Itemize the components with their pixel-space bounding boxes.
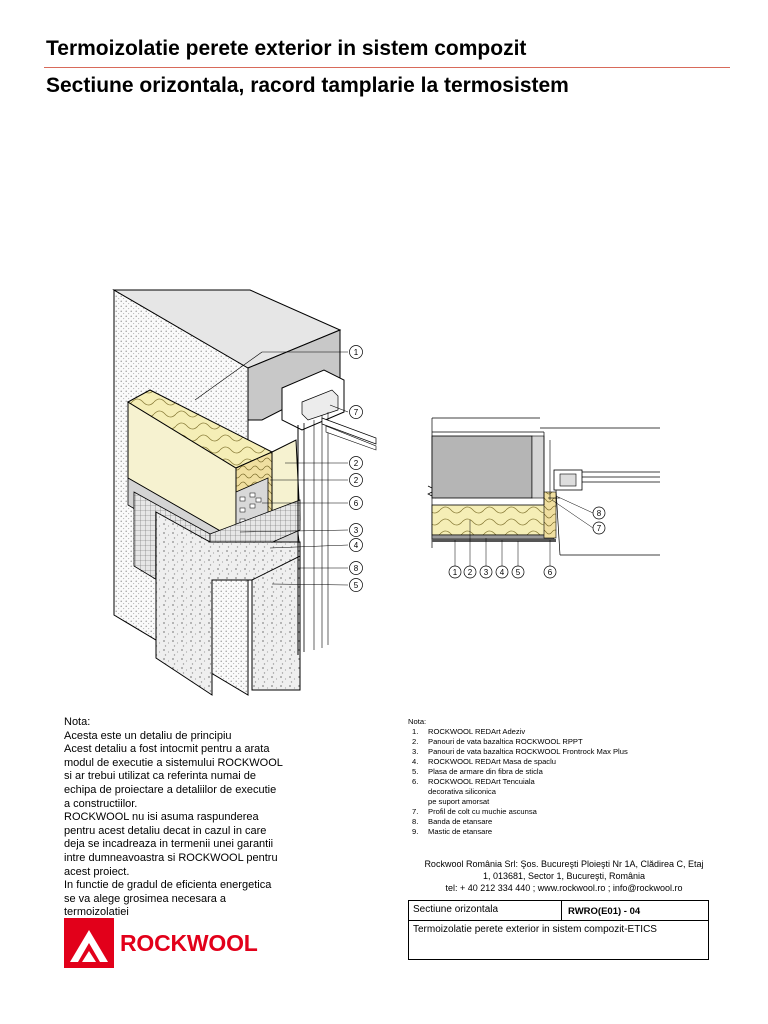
section-callout-8 [593, 507, 605, 519]
iso-callout-5 [350, 579, 363, 592]
iso-callout-1 [350, 346, 363, 359]
svg-text:2: 2 [353, 459, 359, 468]
section-callout-5 [512, 566, 524, 578]
iso-callout-2a [350, 457, 363, 470]
legend-item: 2. Panouri de vata bazaltica ROCKWOOL RPPT [412, 737, 583, 746]
svg-text:6: 6 [353, 499, 359, 508]
note-line: se va alege grosimea necesara a [64, 892, 227, 905]
iso-callout-4 [350, 539, 363, 552]
legend-item: 5. Plasa de armare din fibra de sticla [412, 767, 543, 776]
iso-callout-3 [350, 524, 363, 537]
section-callout-6 [544, 566, 556, 578]
svg-text:3: 3 [353, 526, 359, 535]
section-callout-2 [464, 566, 476, 578]
note-line: a constructiilor. [64, 797, 138, 810]
note-line: Acest detaliu a fost intocmit pentru a arata [64, 743, 270, 756]
svg-text:7: 7 [353, 408, 359, 417]
svg-text:6: 6 [547, 568, 553, 577]
section-callout-1 [449, 566, 461, 578]
svg-text:4: 4 [499, 568, 505, 577]
svg-text:1: 1 [353, 348, 359, 357]
legend-item-continuation: decorativa siliconica [428, 787, 496, 796]
legend-item-continuation: pe suport amorsat [428, 797, 490, 806]
title-block-section: Sectiune orizontala [408, 900, 562, 921]
svg-text:2: 2 [467, 568, 473, 577]
svg-text:5: 5 [515, 568, 521, 577]
legend-item: 3. Panouri de vata bazaltica ROCKWOOL Frontrock Max Plus [412, 747, 628, 756]
iso-callout-6 [350, 497, 363, 510]
iso-callout-2b [350, 474, 363, 487]
title-line-2: Sectiune orizontala, racord tamplarie la termosistem [46, 74, 569, 97]
note-line: si ar trebui utilizat ca referinta numai de [64, 770, 256, 783]
note-line: termoizolatiei [64, 906, 129, 919]
disclaimer-note [64, 716, 294, 920]
note-line: pentru acest detaliu decat in cazul in care [64, 824, 267, 837]
iso-callout-7 [350, 406, 363, 419]
isometric-detail [114, 290, 376, 695]
title-block-code: RWRO(E01) - 04 [561, 900, 709, 921]
rockwool-logo-icon [64, 918, 114, 968]
svg-text:8: 8 [596, 509, 602, 518]
svg-text:8: 8 [353, 564, 359, 573]
section-callout-3 [480, 566, 492, 578]
svg-text:2: 2 [353, 476, 359, 485]
address-contact: tel: + 40 212 334 440 ; www.rockwool.ro ; info@rockwool.ro [445, 883, 683, 893]
note-line: intre dumneavoastra si ROCKWOOL pentru [64, 851, 278, 864]
legend-heading: Nota: [408, 717, 427, 726]
svg-text:5: 5 [353, 581, 359, 590]
rockwool-logo [64, 916, 290, 972]
note-line: modul de executie a sistemului ROCKWOOL [64, 756, 283, 769]
address-line: Rockwool România Srl: Şos. Bucureşti Ploieşti Nr 1A, Clădirea C, Etaj [424, 859, 704, 869]
note-line: deja se incadreaza in termenii unei garantii [64, 838, 274, 851]
section-callout-7 [593, 522, 605, 534]
legend-item: 1. ROCKWOOL REDArt Adeziv [412, 727, 526, 736]
iso-callout-8 [350, 562, 363, 575]
rockwool-logo-text: ROCKWOOL [120, 930, 258, 956]
svg-text:1: 1 [452, 568, 458, 577]
legend-item: 9. Mastic de etansare [412, 827, 493, 836]
note-line: Acesta este un detaliu de principiu [64, 729, 232, 742]
company-address [408, 858, 720, 894]
note-line: acest proiect. [64, 865, 130, 878]
legend-item: 6. ROCKWOOL REDArt Tencuiala [412, 777, 535, 786]
note-line: ROCKWOOL nu isi asuma raspunderea [64, 811, 259, 824]
note-line: echipa de proiectare a detaliilor de executie [64, 783, 277, 796]
svg-text:7: 7 [596, 524, 602, 533]
svg-text:3: 3 [483, 568, 489, 577]
section-callout-4 [496, 566, 508, 578]
horizontal-section [428, 418, 660, 566]
title-block-description: Termoizolatie perete exterior in sistem compozit-ETICS [408, 920, 709, 960]
legend-item: 4. ROCKWOOL REDArt Masa de spaclu [412, 757, 557, 766]
note-heading: Nota: [64, 716, 91, 728]
svg-text:4: 4 [353, 541, 359, 550]
title-line-1: Termoizolatie perete exterior in sistem compozit [46, 37, 527, 60]
note-line: In functie de gradul de eficienta energetica [64, 879, 272, 892]
legend-item: 7. Profil de colt cu muchie ascunsa [412, 807, 537, 816]
legend-item: 8. Banda de etansare [412, 817, 493, 826]
materials-legend [408, 717, 708, 837]
address-line: 1, 013681, Sector 1, Bucureşti, România [482, 871, 646, 881]
